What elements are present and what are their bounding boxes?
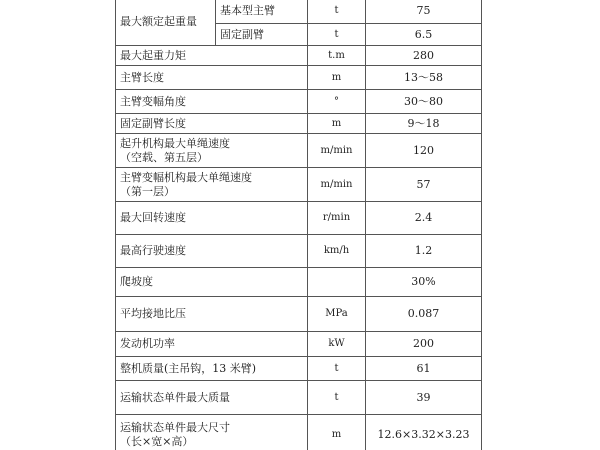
- value-cell: 2.4: [366, 202, 482, 235]
- param-engine-power: 发动机功率: [116, 332, 308, 357]
- value-cell: 12.6×3.32×3.23: [366, 415, 482, 450]
- table-row: [116, 168, 482, 202]
- table-row: [116, 297, 482, 332]
- value-cell: 61: [366, 357, 482, 381]
- param-luffing-max-single-line-speed: [116, 168, 308, 202]
- param-max-slewing-speed: 最大回转速度: [116, 202, 308, 235]
- unit-cell: °: [308, 90, 366, 114]
- unit-cell: m: [308, 114, 366, 134]
- table-row: [116, 202, 482, 235]
- param-avg-ground-pressure: 平均接地比压: [116, 297, 308, 332]
- param-max-travel-speed: 最高行驶速度: [116, 235, 308, 268]
- value-cell: 6.5: [366, 24, 482, 46]
- param-line: 运输状态单件最大尺寸: [120, 420, 230, 434]
- value-cell: 0.087: [366, 297, 482, 332]
- param-main-boom-luffing-angle: 主臂变幅角度: [116, 90, 308, 114]
- value-cell: 120: [366, 134, 482, 168]
- table-row: [116, 415, 482, 450]
- table-row: [116, 357, 482, 381]
- value-cell: 39: [366, 381, 482, 415]
- param-hoist-max-single-line-speed: [116, 134, 308, 168]
- value-cell: 13～58: [366, 66, 482, 90]
- unit-cell: m/min: [308, 134, 366, 168]
- param-line: （长×宽×高）: [120, 434, 194, 448]
- unit-cell: m: [308, 66, 366, 90]
- value-cell: 57: [366, 168, 482, 202]
- table-row: [116, 46, 482, 66]
- value-cell: 30～80: [366, 90, 482, 114]
- table-row: [116, 66, 482, 90]
- value-cell: 9～18: [366, 114, 482, 134]
- table-row: [116, 134, 482, 168]
- unit-cell: t: [308, 24, 366, 46]
- param-machine-mass: 整机质量(主吊钩，13 米臂): [116, 357, 308, 381]
- value-cell: 200: [366, 332, 482, 357]
- unit-cell: t.m: [308, 46, 366, 66]
- value-cell: 30%: [366, 268, 482, 297]
- unit-cell: [308, 268, 366, 297]
- value-cell: 280: [366, 46, 482, 66]
- unit-cell: kW: [308, 332, 366, 357]
- table-row: [116, 381, 482, 415]
- param-max-load-moment: 最大起重力矩: [116, 46, 308, 66]
- sub-param-basic-main-boom: 基本型主臂: [216, 0, 308, 24]
- table-row: [116, 268, 482, 297]
- value-cell: 1.2: [366, 235, 482, 268]
- unit-cell: m/min: [308, 168, 366, 202]
- crane-spec-table: [115, 0, 482, 450]
- table-row: [116, 235, 482, 268]
- param-gradeability: 爬坡度: [116, 268, 308, 297]
- table-row: [116, 114, 482, 134]
- unit-cell: r/min: [308, 202, 366, 235]
- param-line: （空载、第五层）: [120, 150, 208, 164]
- param-transport-max-single-dimensions: [116, 415, 308, 450]
- unit-cell: t: [308, 381, 366, 415]
- unit-cell: m: [308, 415, 366, 450]
- unit-cell: km/h: [308, 235, 366, 268]
- unit-cell: t: [308, 0, 366, 24]
- param-line: （第一层）: [120, 184, 175, 198]
- param-fixed-jib-length: 固定副臂长度: [116, 114, 308, 134]
- table-row: [116, 90, 482, 114]
- param-max-rated-lifting-capacity: 最大额定起重量: [116, 0, 216, 46]
- sub-param-fixed-jib: 固定副臂: [216, 24, 308, 46]
- value-cell: 75: [366, 0, 482, 24]
- param-line: 主臂变幅机构最大单绳速度: [120, 170, 252, 184]
- table-row: [116, 0, 482, 24]
- table-row: [116, 332, 482, 357]
- param-main-boom-length: 主臂长度: [116, 66, 308, 90]
- unit-cell: t: [308, 357, 366, 381]
- param-transport-max-single-mass: 运输状态单件最大质量: [116, 381, 308, 415]
- unit-cell: MPa: [308, 297, 366, 332]
- param-line: 起升机构最大单绳速度: [120, 136, 230, 150]
